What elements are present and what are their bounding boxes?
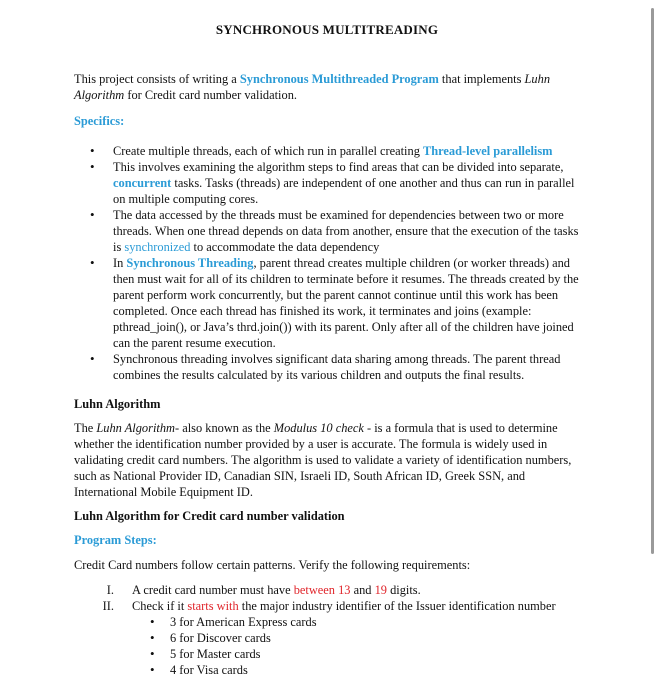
bullet-text: This involves examining the algorithm steps to find areas that can be divided into separate,	[113, 160, 564, 174]
list-item	[74, 207, 580, 255]
list-item	[74, 143, 580, 159]
intro-text-mid: that implements	[438, 72, 525, 86]
luhn-italic: Luhn Algorithm	[96, 421, 175, 435]
list-item	[74, 159, 580, 207]
bullet-highlight: synchronized	[124, 240, 191, 254]
bullet-text: Create multiple threads, each of which run in parallel creating	[113, 144, 423, 158]
luhn-italic-2: Modulus 10 check	[273, 421, 364, 435]
bullet-text: Synchronous threading involves significant data sharing among threads. The parent thread combines the results calculated by its various children and outputs the final results.	[113, 352, 561, 382]
steps-list	[74, 582, 580, 614]
card-prefix-list	[74, 614, 580, 678]
step-number: II.	[102, 599, 114, 613]
list-item: • 4 for Visa cards	[74, 662, 580, 678]
bullet-highlight: Thread-level parallelism	[422, 144, 553, 158]
intro-text-post: for Credit card number validation.	[124, 88, 297, 102]
intro-paragraph	[74, 71, 580, 103]
bullet-text: In	[113, 256, 127, 270]
step-text-post: digits.	[386, 583, 421, 597]
list-item	[74, 351, 580, 383]
list-item	[74, 255, 580, 351]
step-highlight: starts with	[187, 599, 239, 613]
bullet-highlight: concurrent	[113, 176, 172, 190]
bullet-text-post: to accommodate the data dependency	[190, 240, 380, 254]
bullet-text-post: , parent thread creates multiple children (or worker threads) and then must wait for all of its children to terminate before it resumes. The threads created by the parent perform work concurrently, but the parent cannot continue until this work has been completed. Once each thread has finished its work, it terminates and joins (example: pthread_join(), or Java’s thrd.join()) with its parent. Only after all of the children have joined can the parent resume execution.	[113, 256, 579, 350]
step-number: I.	[106, 583, 114, 597]
list-item	[74, 598, 580, 614]
list-item: • 6 for Discover cards	[74, 630, 580, 646]
specifics-heading: Specifics:	[74, 114, 125, 128]
vertical-scrollbar[interactable]	[651, 8, 654, 554]
bullet-text: The data accessed by the threads must be examined for dependencies between two or more threads. When one thread depends on data from another, ensure that the execution of the tasks is	[113, 208, 579, 254]
luhn-text-post: - is a formula that is used to determine whether the identification number provided by a user is accurate. The formula is widely used in validating credit card numbers. The algorithm is used to validate a variety of identification numbers, such as National Provider ID, Canadian SIN, Israeli ID, South African ID, Greek SSN, and International Mobile Equipment ID.	[74, 421, 572, 499]
step-text: Check if it	[132, 599, 188, 613]
step-highlight: between 13	[293, 583, 351, 597]
luhn-text-mid: - also known as the	[174, 421, 274, 435]
intro-highlight: Synchronous Multithreaded Program	[239, 72, 439, 86]
luhn-cc-heading: Luhn Algorithm for Credit card number validation	[74, 509, 345, 523]
cc-intro: Credit Card numbers follow certain patterns. Verify the following requirements:	[74, 558, 471, 572]
step-text-post: the major industry identifier of the Issuer identification number	[238, 599, 556, 613]
specifics-list	[74, 143, 580, 383]
step-text: A credit card number must have	[132, 583, 294, 597]
list-item: • 5 for Master cards	[74, 646, 580, 662]
intro-text: This project consists of writing a	[74, 72, 240, 86]
step-text-mid: and	[350, 583, 375, 597]
luhn-heading: Luhn Algorithm	[74, 397, 161, 411]
program-steps-heading: Program Steps:	[74, 533, 157, 547]
bullet-text-post: tasks. Tasks (threads) are independent of one another and thus can run in parallel on multiple computing cores.	[113, 176, 575, 206]
intro-italic: Luhn Algorithm	[74, 72, 551, 102]
list-item: • 3 for American Express cards	[74, 614, 580, 630]
page-title: SYNCHRONOUS MULTITREADING	[215, 22, 439, 37]
list-item	[74, 582, 580, 598]
luhn-paragraph	[74, 420, 580, 500]
step-highlight-2: 19	[374, 583, 387, 597]
luhn-text: The	[74, 421, 97, 435]
bullet-highlight: Synchronous Threading	[126, 256, 254, 270]
